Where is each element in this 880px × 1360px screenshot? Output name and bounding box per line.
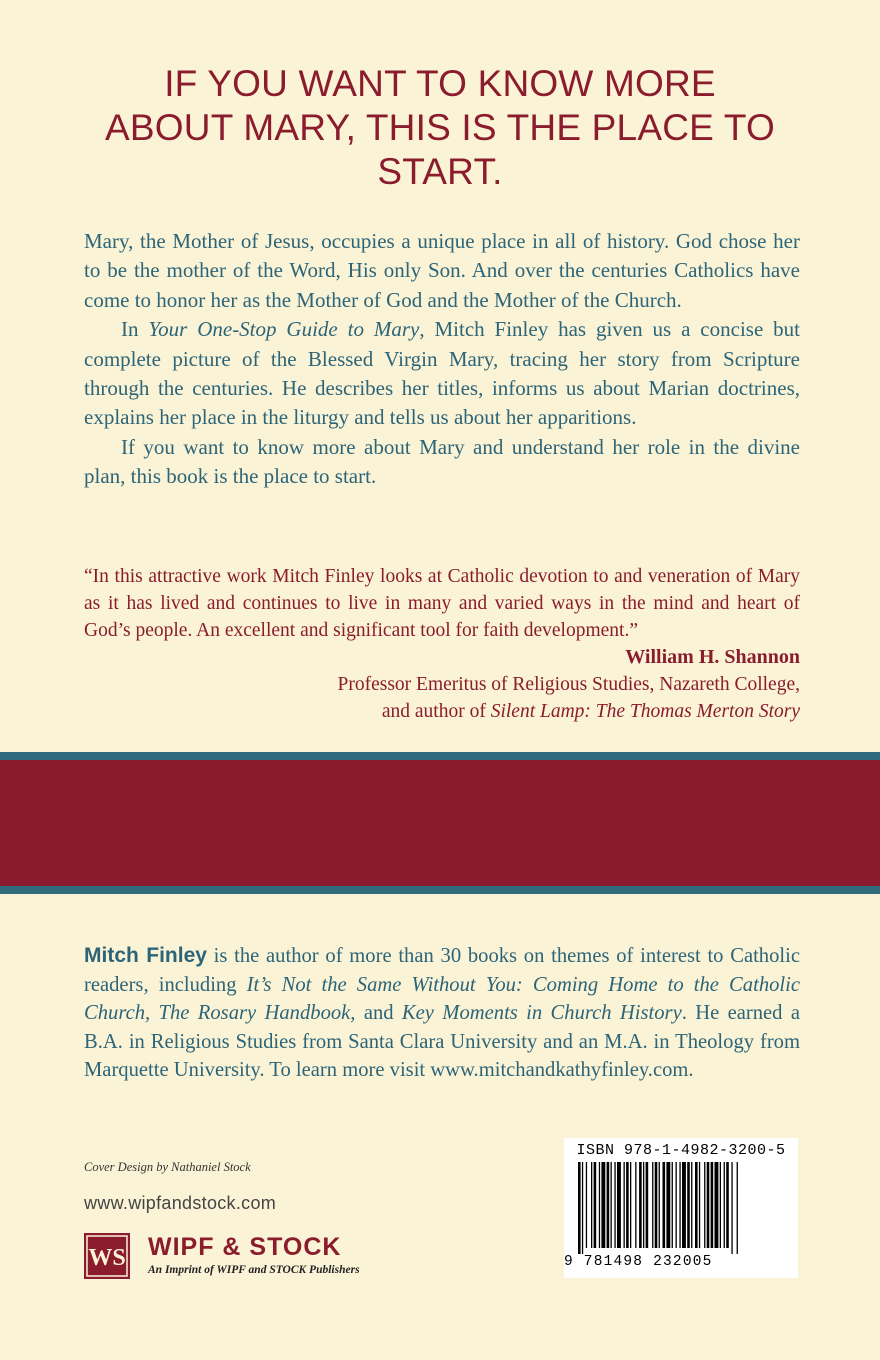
endorser-role-2 (84, 698, 800, 725)
endorsement-quote: “In this attractive work Mitch Finley looks at Catholic devotion to and veneration of Mary as it has lived and continues to live in many and varied ways in the mind and heart of God’s people. An excellent and significant tool for faith development.” (84, 566, 800, 641)
barcode-bar (607, 1162, 610, 1248)
bio-book-2: The Rosary Handbook, (158, 1002, 356, 1024)
barcode-bar (599, 1162, 600, 1248)
logo-letters: WS (88, 1245, 126, 1271)
endorser-book-title: Silent Lamp: The Thomas Merton Story (490, 701, 800, 722)
bio-text-4: . He earned a B.A. in Religious Studies from Santa Clara University and an M.A. in Theology from Marquette University. To learn more visit www.mitchandkathyfinley.com. (84, 1002, 800, 1081)
barcode-bar (695, 1162, 698, 1248)
barcode-bar (676, 1162, 677, 1248)
barcode-bar (643, 1162, 644, 1248)
description-paragraph-1: Mary, the Mother of Jesus, occupies a unique place in all of history. God chose her to be the mother of the Word, His only Son. And over the centuries Catholics have come to honor her as the Mother of God and the Mother of the Church. (84, 229, 800, 312)
barcode-bar (731, 1162, 732, 1254)
p2-lead: In (121, 317, 149, 342)
bio-text-3: and (355, 1002, 402, 1024)
headline-line-1: IF YOU WANT TO KNOW MORE (164, 63, 716, 104)
barcode-bar (737, 1162, 738, 1254)
barcode-bar (672, 1162, 673, 1248)
barcode-bar (724, 1162, 725, 1248)
barcode-bar (646, 1162, 649, 1248)
barcode-bar (679, 1162, 680, 1248)
barcode-bar (611, 1162, 612, 1248)
barcode-bar (630, 1162, 631, 1248)
barcode-bar (682, 1162, 686, 1248)
headline-line-3: START. (377, 151, 503, 192)
p2-body: , Mitch Finley has given us a concise but complete picture of the Blessed Virgin Mary, tracing her story from Scripture through the centuries. He describes her titles, informs us about Marian doctrines, explains her place in the liturgy and tells us about her apparitions. (84, 317, 800, 430)
barcode-bar (624, 1162, 625, 1248)
barcode-bars (564, 1162, 798, 1254)
barcode-bar (639, 1162, 642, 1248)
author-name: Mitch Finley (84, 944, 207, 967)
barcode-bar (617, 1162, 621, 1248)
barcode-digits: 9 781498 232005 (564, 1254, 713, 1270)
barcode-bar (655, 1162, 658, 1248)
barcode-bar (626, 1162, 629, 1248)
barcode-bar (652, 1162, 653, 1248)
barcode-bar (704, 1162, 705, 1248)
barcode-bar (635, 1162, 636, 1248)
barcode-bar (715, 1162, 719, 1248)
barcode-bar (691, 1162, 692, 1248)
isbn-barcode (564, 1138, 798, 1278)
headline (0, 62, 880, 194)
barcode-bar (614, 1162, 615, 1248)
endorsement-attribution (84, 644, 800, 725)
band-red (0, 760, 880, 886)
description-paragraph-3: If you want to know more about Mary and understand her role in the divine plan, this book is the place to start. (84, 434, 800, 489)
headline-line-2: ABOUT MARY, THIS IS THE PLACE TO (105, 107, 775, 148)
isbn-label: ISBN 978-1-4982-3200-5 (576, 1142, 786, 1159)
barcode-bar (726, 1162, 729, 1248)
cover-design-credit: Cover Design by Nathaniel Stock (84, 1160, 251, 1174)
publisher-tagline: An Imprint of WIPF and STOCK Publishers (148, 1264, 360, 1276)
bio-book-3: Key Moments in Church History (401, 1002, 682, 1024)
bio-text-1: is the author of more than 30 books on themes of interest to Catholic readers, including (84, 945, 800, 996)
barcode-bar (699, 1162, 700, 1248)
band-teal-top (0, 752, 880, 760)
barcode-bar (578, 1162, 581, 1254)
barcode-bar (687, 1162, 690, 1248)
barcode-bar (707, 1162, 710, 1248)
book-title-italic: Your One-Stop Guide to Mary (148, 317, 420, 342)
barcode-bar (591, 1162, 592, 1248)
bio-text-2 (150, 1002, 158, 1024)
publisher-name: WIPF & STOCK (148, 1233, 342, 1261)
ws-logo-icon (84, 1233, 130, 1279)
book-description (84, 227, 800, 492)
barcode-bar (601, 1162, 605, 1248)
barcode-bar (663, 1162, 666, 1248)
description-paragraph-2 (84, 315, 800, 433)
endorsement (84, 563, 800, 725)
barcode-bar (666, 1162, 670, 1248)
barcode-bar (594, 1162, 597, 1248)
band-teal-bottom (0, 886, 880, 894)
barcode-bar (659, 1162, 660, 1248)
barcode-bar (582, 1162, 583, 1254)
endorser-name: William H. Shannon (625, 646, 800, 668)
publisher-website: www.wipfandstock.com (84, 1193, 277, 1213)
role-lead: and author of (381, 701, 491, 722)
endorser-role-1: Professor Emeritus of Religious Studies, Nazareth College, (337, 674, 800, 695)
barcode-bar (711, 1162, 714, 1248)
author-bio (84, 942, 800, 1085)
publisher-logo (84, 1233, 434, 1281)
barcode-bar (720, 1162, 721, 1248)
barcode-bar (586, 1162, 587, 1248)
bio-book-1: It’s Not the Same Without You: Coming Home to the Catholic Church, (84, 973, 800, 1024)
